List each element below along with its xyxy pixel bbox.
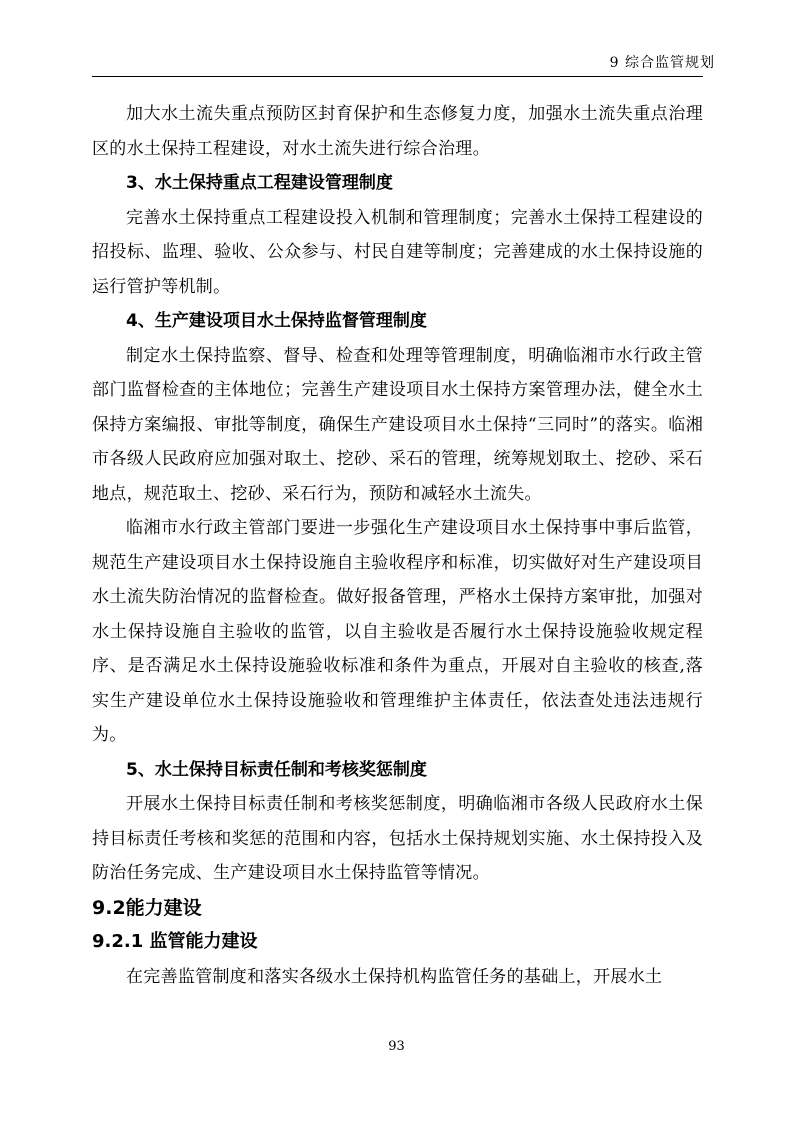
section-heading-9-2: 9.2能力建设	[92, 896, 202, 919]
running-header: 9 综合监管规划	[609, 55, 715, 71]
paragraph-3: 完善水土保持重点工程建设投入机制和管理制度；完善水土保持工程建设的招投标、监理、验收、公众参与、村民自建等制度；完善建成的水土保持设施的运行管护等机制。	[92, 207, 703, 297]
paragraph-intro: 加大水土流失重点预防区封育保护和生态修复力度，加强水土流失重点治理区的水土保持工程建设，对水土流失进行综合治理。	[92, 104, 703, 159]
section-heading-9-2-1: 9.2.1 监管能力建设	[92, 931, 258, 952]
paragraph-5: 开展水土保持目标责任制和考核奖惩制度，明确临湘市各级人民政府水土保持目标责任考核和奖惩的范围和内容，包括水土保持规划实施、水土保持投入及防治任务完成、生产建设项目水土保持监管等情况。	[92, 794, 703, 883]
heading-3: 3、水土保持重点工程建设管理制度	[126, 173, 393, 193]
paragraph-9-2-1: 在完善监管制度和落实各级水土保持机构监管任务的基础上，开展水土	[126, 966, 663, 987]
heading-5: 5、水土保持目标责任制和考核奖惩制度	[126, 759, 427, 780]
heading-4: 4、生产建设项目水土保持监督管理制度	[126, 311, 427, 331]
paragraph-4a: 制定水土保持监察、督导、检查和处理等管理制度，明确临湘市水行政主管部门监督检查的主体地位；完善生产建设项目水土保持方案管理办法，健全水土保持方案编报、审批等制度，确保生产建设项目水土保持“三同时”的落实。临湘市各级人民政府应加强对取土、挖砂、采石的管理，统筹规划取土、挖砂、采石地点，规范取土、挖砂、采石行为，预防和减轻水土流失。	[92, 345, 703, 504]
header-divider	[92, 76, 703, 77]
paragraph-4b: 临湘市水行政主管部门要进一步强化生产建设项目水土保持事中事后监管，规范生产建设项目水土保持设施自主验收程序和标准，切实做好对生产建设项目水土流失防治情况的监督检查。做好报备管理，严格水土保持方案审批，加强对水土保持设施自主验收的监管，以自主验收是否履行水土保持设施验收规定程序、是否满足水土保持设施验收标准和条件为重点，开展对自主验收的核查,落实生产建设单位水土保持设施验收和管理维护主体责任，依法查处违法违规行为。	[92, 518, 703, 745]
page-body	[92, 97, 703, 994]
page-number: 93	[388, 1039, 405, 1054]
